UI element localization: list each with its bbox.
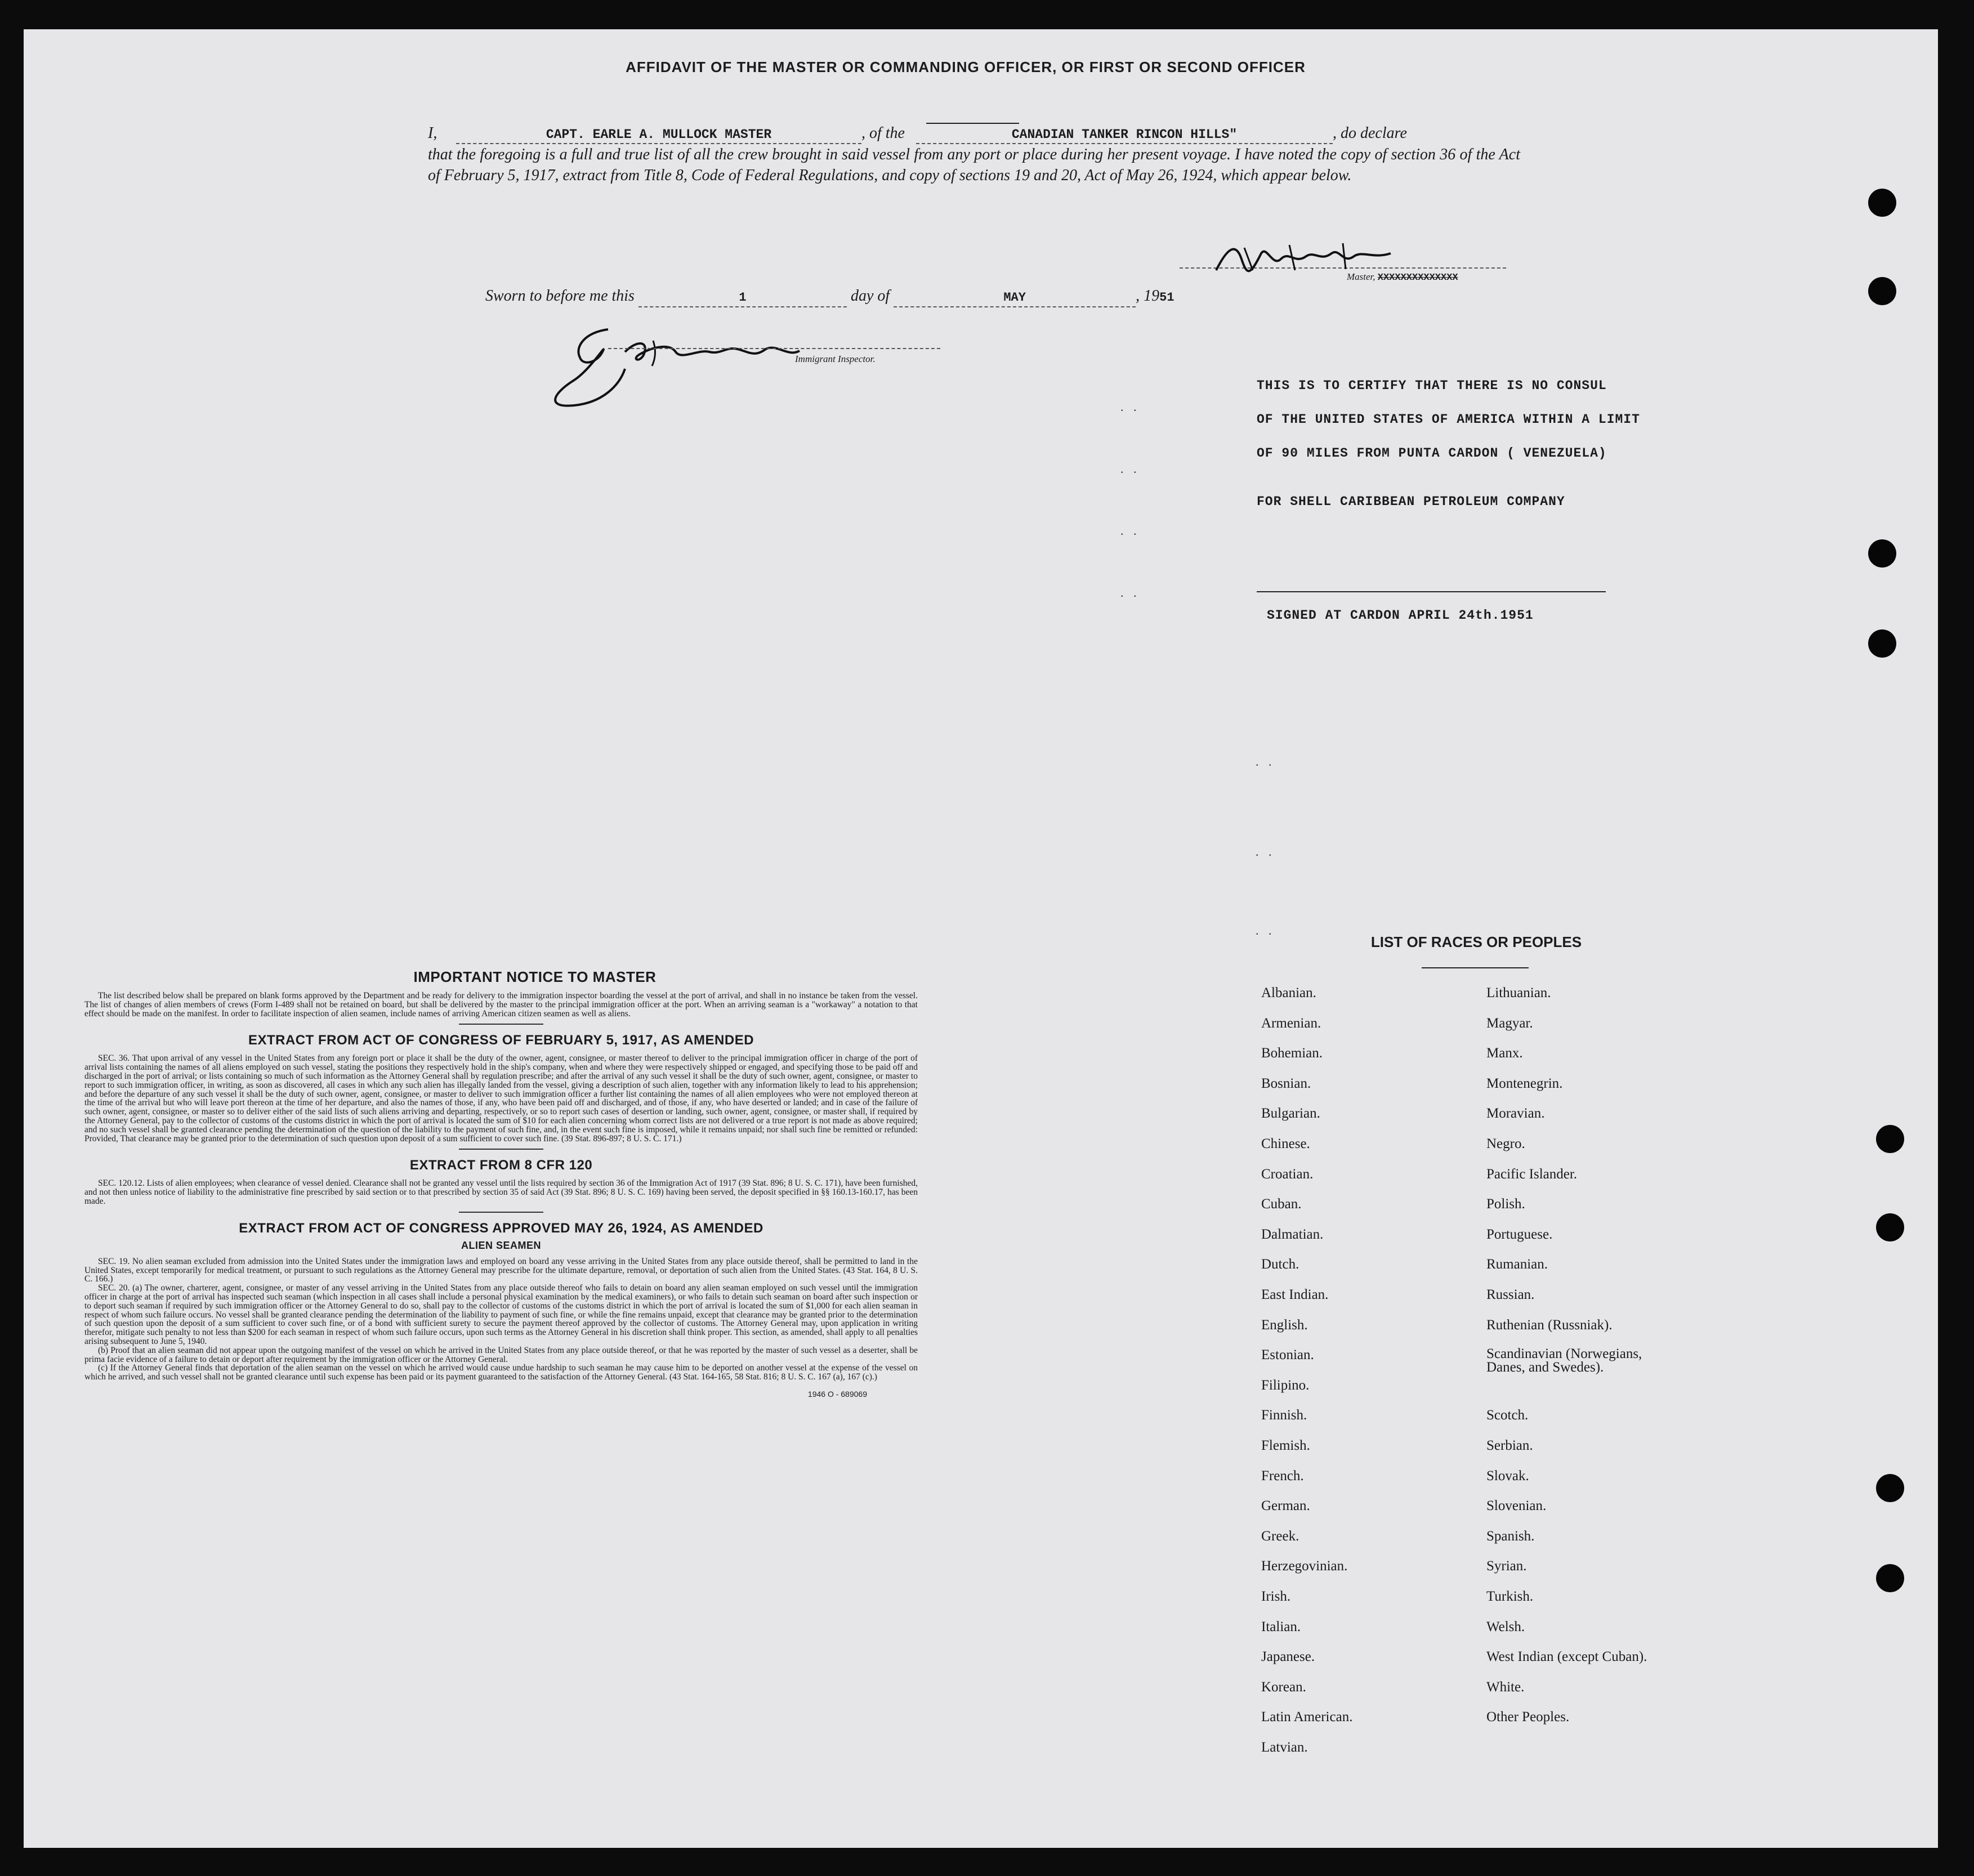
certificate-line-3: OF 90 MILES FROM PUNTA CARDON ( VENEZUELA) xyxy=(1257,446,1607,461)
race-item: Slovak. xyxy=(1486,1468,1529,1484)
do-declare-label: , do declare xyxy=(1333,124,1407,142)
race-item: West Indian (except Cuban). xyxy=(1486,1649,1647,1665)
race-item: Ruthenian (Russniak). xyxy=(1486,1317,1613,1333)
race-item: Latvian. xyxy=(1261,1740,1308,1755)
race-item: Japanese. xyxy=(1261,1649,1315,1665)
fold-dots: . . xyxy=(1120,524,1140,538)
extract-cfr-text: SEC. 120.12. Lists of alien employees; when clearance of vessel denied. Clearance shall not be granted any vessel until the lists required by section 36 of the Immigration Act of 1917 (39 Stat. 896; 8 U. S. C. 171), have been furnished, and not then unless notice of liability to the administrative fine prescribed by said section or to that prescribed by section 35 of said Act (39 Stat. 896; 8 U. S. C. 169) having been served, the deposit specified in §§ 160.13-160.17, has been made. xyxy=(84,1178,918,1206)
sec-20c-text: (c) If the Attorney General finds that deportation of the alien seaman on the vessel on which he arrived would cause undue hardship to such seaman he may cause him to be deported on another vessel at the expense of the vessel on which he arrived, and such vessel shall not be granted clearance until such expense has been paid or its payment guaranteed to the satisfaction of the Attorney General. (43 Stat. 164-165, 58 Stat. 816; 8 U. S. C. 167 (a), 167 (c).) xyxy=(84,1363,918,1382)
race-item: Greek. xyxy=(1261,1528,1299,1544)
punch-hole xyxy=(1876,1564,1904,1592)
race-item: Albanian. xyxy=(1261,985,1316,1000)
punch-hole xyxy=(1876,1213,1904,1241)
race-item: Herzegovinian. xyxy=(1261,1558,1348,1574)
master-struck-text: XXXXXXXXXXXXXX xyxy=(1377,273,1458,283)
notice-title: IMPORTANT NOTICE TO MASTER xyxy=(413,968,656,985)
race-item: White. xyxy=(1486,1679,1525,1695)
race-item: Cuban. xyxy=(1261,1196,1302,1212)
certificate-signed: SIGNED AT CARDON APRIL 24th.1951 xyxy=(1267,608,1534,623)
inspector-signature xyxy=(541,318,839,414)
race-item: Estonian. xyxy=(1261,1347,1314,1363)
race-item: Other Peoples. xyxy=(1486,1709,1570,1725)
fold-dots: . . xyxy=(1120,586,1140,600)
race-item: Polish. xyxy=(1486,1196,1525,1212)
race-item: Irish. xyxy=(1261,1589,1291,1604)
race-item: Bulgarian. xyxy=(1261,1106,1320,1122)
fold-dots: . . xyxy=(1256,845,1275,859)
race-item: Bosnian. xyxy=(1261,1075,1311,1091)
race-item: Moravian. xyxy=(1486,1106,1545,1122)
sworn-month: MAY xyxy=(894,289,1136,307)
race-item: Chinese. xyxy=(1261,1136,1310,1151)
section-rule xyxy=(459,1024,543,1025)
fold-dots: . . xyxy=(1256,923,1275,937)
affidavit-title: AFFIDAVIT OF THE MASTER OR COMMANDING OFFICER, OR FIRST OR SECOND OFFICER xyxy=(626,59,1306,75)
race-item: English. xyxy=(1261,1317,1308,1333)
race-item: Finnish. xyxy=(1261,1408,1307,1423)
certificate-signature-rule xyxy=(1257,591,1606,592)
section-rule xyxy=(459,1212,543,1213)
year-prefix: , 19 xyxy=(1136,287,1160,305)
race-item: French. xyxy=(1261,1468,1304,1484)
day-of-label: day of xyxy=(850,287,890,305)
race-item: Korean. xyxy=(1261,1679,1306,1695)
notice-column xyxy=(84,968,918,1399)
sec-20b-text: (b) Proof that an alien seaman did not appear upon the outgoing manifest of the vessel on which he arrived in the United States from any place outside thereof, or that he was reported by the master of such vessel as a deserter, shall be prima facie evidence of a failure to detain or deport after requirement by the immigration officer or the Attorney General. xyxy=(84,1345,918,1364)
declarant-name: CAPT. EARLE A. MULLOCK MASTER xyxy=(456,126,861,144)
race-item: Armenian. xyxy=(1261,1015,1321,1031)
race-item: Slovenian. xyxy=(1486,1498,1547,1514)
section-rule xyxy=(459,1149,543,1150)
inspector-signature-line xyxy=(608,348,940,349)
race-item: Portuguese. xyxy=(1486,1226,1553,1242)
race-item: East Indian. xyxy=(1261,1287,1329,1302)
race-item: Negro. xyxy=(1486,1136,1525,1151)
race-item: Latin American. xyxy=(1261,1709,1353,1725)
extract-1917-text: SEC. 36. That upon arrival of any vessel in the United States from any foreign port or place it shall be the duty of the owner, agent, consignee, or master thereof to deliver to the principal immigration officer in charge of the port of arrival lists containing the names of all aliens employed on such vessel, stating the positions they respectively hold in the ship's company, when and where they were respectively shipped or engaged, and specifying those to be paid off and discharged in the port of arrival; or lists containing so much of such information as the Attorney General shall by regulation prescribe; and after the arrival of any such vessel it shall be the duty of such owner, agent, consignee, or master to report to such immigration officer, in writing, as soon as discovered, all cases in which any such alien has illegally landed from the vessel, giving a description of such alien, together with any information likely to lead to his apprehension; and before the departure of any such vessel it shall be the duty of such owner, agent, consignee, or master to deliver to such immigration officer a further list containing the names of all alien employees who were not employed thereon at the time of the arrival but who will leave port thereon at the time of her departure, and also the names of those, if any, who have been paid off and discharged, and of those, if any, who have deserted or landed; and in case of the failure of such owner, agent, consignee, or master so to deliver either of the said lists of such aliens arriving and departing, respectively, or so to report such cases of desertion or landing, such owner, agent, consignee, or master shall, if required by the Attorney General, pay to the collector of customs of the customs district in which the port of arrival is located the sum of $10 for each alien concerning whom correct lists are not delivered or a true report is not made as above required; and no such vessel shall be granted clearance pending the determination of the question of the liability to the payment of such fine, and, in the event such fine is imposed, while it remains unpaid; nor shall such fine be remitted or refunded: Provided, That clearance may be granted prior to the determination of such question upon deposit of a sum sufficient to cover such fine. (39 Stat. 896-897; 8 U. S. C. 171.) xyxy=(84,1053,918,1144)
certificate-line-1: THIS IS TO CERTIFY THAT THERE IS NO CONSUL xyxy=(1257,378,1607,393)
declaration-block xyxy=(428,123,1520,186)
race-item: Bohemian. xyxy=(1261,1046,1323,1061)
punch-hole xyxy=(1868,189,1896,217)
race-item: Scotch. xyxy=(1486,1408,1529,1423)
race-item: Manx. xyxy=(1486,1046,1523,1061)
notice-text: The list described below shall be prepared on blank forms approved by the Department and be ready for delivery to the immigration inspector boarding the vessel at the port of arrival, and shall in no instance be taken from the vessel. The list of changes of alien members of crews (Form I-489 shall not be retained on board, but shall be delivered by the master to the principal immigration officer at the port. When an arriving seaman is a "workaway" a notation to that effect should be made on the manifest. In order to facilitate inspection of alien seamen, include names of arriving American citizen seamen as well as aliens. xyxy=(84,991,918,1019)
race-item: Flemish. xyxy=(1261,1438,1310,1453)
sworn-label: Sworn to before me this xyxy=(485,287,635,305)
race-item: Filipino. xyxy=(1261,1377,1310,1393)
extract-1924-title: EXTRACT FROM ACT OF CONGRESS APPROVED MAY 26, 1924, AS AMENDED xyxy=(239,1220,763,1236)
i-label: I, xyxy=(428,124,437,142)
race-item: Italian. xyxy=(1261,1619,1301,1634)
sec-20a-text: SEC. 20. (a) The owner, charterer, agent, consignee, or master of any vessel arriving in the United States from any place outside thereof who fails to detain on board any alien seaman employed on such vessel until the immigration officer in charge at the port of arrival has inspected such seaman (which inspection in all cases shall include a personal physical examination by the medical examiners), or who fails to detain such seaman on board after such inspection or to deport such seaman if required by such immigration officer or the Attorney General to do so, shall pay to the collector of customs of the customs district in which the port of arrival is located the sum of $1,000 for each alien seaman in respect of whom such failure occurs. No vessel shall be granted clearance pending the determination of the liability to payment of such fine, or while the fine remains unpaid, except that clearance may be granted prior to the determination of such question upon the deposit of a sum sufficient to cover such fine, or of a bond with sufficient surety to secure the payment thereof approved by the collector of customs. The Attorney General may, upon application in writing therefor, mitigate such penalty to not less than $200 for each seaman in respect of whom such failure occurs, upon such terms as the Attorney General in his discretion shall think proper. This section, as amended, shall apply to all penalties arising subsequent to June 5, 1940. xyxy=(84,1283,918,1346)
master-label: Master, XXXXXXXXXXXXXX xyxy=(1347,271,1458,283)
certificate-line-2: OF THE UNITED STATES OF AMERICA WITHIN A LIMIT xyxy=(1257,412,1640,427)
race-item: Croatian. xyxy=(1261,1166,1314,1182)
race-item: Russian. xyxy=(1486,1287,1535,1302)
races-title-rule xyxy=(1422,967,1529,968)
fold-dots: . . xyxy=(1256,754,1275,769)
of-the-label: , of the xyxy=(861,124,905,142)
inspector-label: Immigrant Inspector. xyxy=(795,354,876,364)
race-item: Spanish. xyxy=(1486,1528,1535,1544)
declaration-body: that the foregoing is a full and true list of all the crew brought in said vessel from any port or place during her present voyage. I have noted the copy of section 36 of the Act of February 5, 1917, extract from Title 8, Code of Federal Regulations, and copy of sections 19 and 20, Act of May 26, 1924, which appear below. xyxy=(428,146,1520,184)
punch-hole xyxy=(1876,1125,1904,1153)
sworn-year: 51 xyxy=(1159,291,1174,305)
race-item: Magyar. xyxy=(1486,1015,1533,1031)
extract-cfr-title: EXTRACT FROM 8 CFR 120 xyxy=(409,1158,593,1173)
fold-dots: . . xyxy=(1120,400,1140,414)
race-item: Pacific Islander. xyxy=(1486,1166,1578,1182)
races-title: LIST OF RACES OR PEOPLES xyxy=(1370,933,1582,950)
punch-hole xyxy=(1868,539,1896,568)
race-item: Turkish. xyxy=(1486,1589,1534,1604)
print-code: 1946 O - 689069 xyxy=(807,1389,867,1399)
sworn-day: 1 xyxy=(638,289,847,307)
punch-hole xyxy=(1868,277,1896,305)
race-item: Serbian. xyxy=(1486,1438,1533,1453)
sworn-line xyxy=(485,287,1174,307)
fold-dots: . . xyxy=(1120,462,1140,476)
race-item: Dutch. xyxy=(1261,1257,1299,1272)
race-item: Dalmatian. xyxy=(1261,1226,1324,1242)
race-item: Montenegrin. xyxy=(1486,1075,1563,1091)
race-item: Rumanian. xyxy=(1486,1257,1548,1272)
punch-hole xyxy=(1868,629,1896,658)
race-item: German. xyxy=(1261,1498,1310,1514)
extract-1924-subtitle: ALIEN SEAMEN xyxy=(461,1239,541,1251)
race-item: Lithuanian. xyxy=(1486,985,1551,1000)
vessel-name: CANADIAN TANKER RINCON HILLS" xyxy=(916,126,1333,144)
race-item: Welsh. xyxy=(1486,1619,1525,1634)
extract-1917-title: EXTRACT FROM ACT OF CONGRESS OF FEBRUARY 5, 1917, AS AMENDED xyxy=(248,1033,754,1048)
race-item: Syrian. xyxy=(1486,1558,1527,1574)
certificate-line-4: FOR SHELL CARIBBEAN PETROLEUM COMPANY xyxy=(1257,494,1565,509)
race-item: Scandinavian (Norwegians, Danes, and Swedes). xyxy=(1486,1346,1642,1375)
sec-19-text: SEC. 19. No alien seaman excluded from admission into the United States under the immigration laws and employed on board any vesse arriving in the United States from any place outside thereof, shall be permitted to land in the United States, except temporarily for medical treatment, or pursuant to such regulations as the Attorney General may prescribe for the ultimate departure, removal, or deportation of such alien from the United States. (43 Stat. 164, 8 U. S. C. 166.) xyxy=(84,1256,918,1284)
punch-hole xyxy=(1876,1474,1904,1502)
